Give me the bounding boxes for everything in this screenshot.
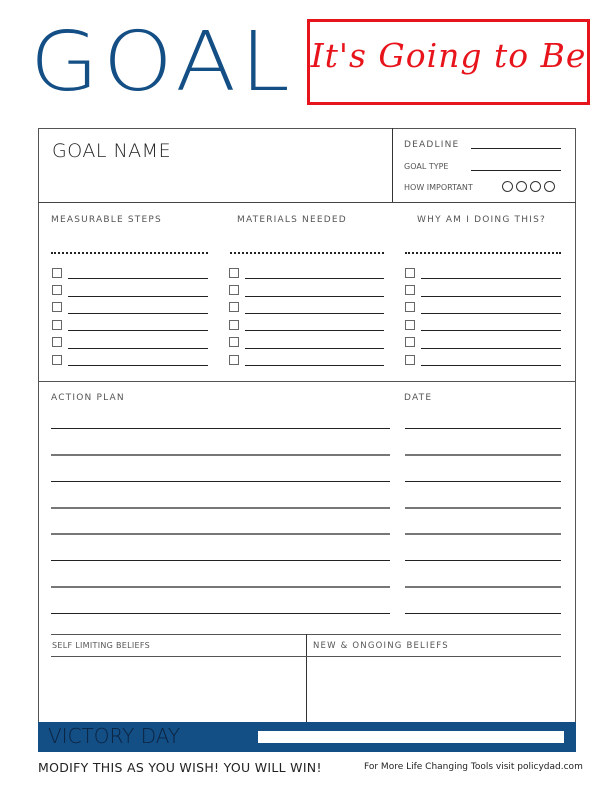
entry-line[interactable] xyxy=(245,296,384,297)
checkbox[interactable] xyxy=(229,337,239,347)
checkbox[interactable] xyxy=(405,268,415,278)
checkbox[interactable] xyxy=(52,268,62,278)
entry-line[interactable] xyxy=(421,330,561,331)
checkbox[interactable] xyxy=(229,268,239,278)
victory-day-label: VICTORY DAY xyxy=(48,724,181,748)
entry-line[interactable] xyxy=(421,365,561,366)
checkbox[interactable] xyxy=(405,337,415,347)
date-line[interactable] xyxy=(405,560,561,561)
self-limiting-beliefs-area[interactable] xyxy=(52,660,302,718)
entry-line[interactable] xyxy=(68,365,208,366)
entry-line[interactable] xyxy=(421,278,561,279)
divider xyxy=(392,128,393,203)
materials-needed-label: MATERIALS NEEDED xyxy=(237,215,347,225)
checkbox[interactable] xyxy=(229,355,239,365)
importance-circle-4[interactable] xyxy=(544,181,555,192)
importance-circle-1[interactable] xyxy=(502,181,513,192)
entry-line[interactable] xyxy=(245,330,384,331)
action-line[interactable] xyxy=(51,613,390,614)
entry-line[interactable] xyxy=(245,365,384,366)
dotted-line[interactable] xyxy=(51,252,208,254)
victory-day-bar xyxy=(38,722,576,752)
checkbox[interactable] xyxy=(405,355,415,365)
goal-type-field[interactable] xyxy=(471,170,561,171)
date-line[interactable] xyxy=(405,428,561,429)
date-line[interactable] xyxy=(405,507,561,509)
action-line[interactable] xyxy=(51,454,390,456)
entry-line[interactable] xyxy=(68,313,208,314)
tagline-box xyxy=(307,19,590,105)
importance-circle-3[interactable] xyxy=(530,181,541,192)
action-line[interactable] xyxy=(51,586,390,588)
checkbox[interactable] xyxy=(405,302,415,312)
goal-name-label: GOAL NAME xyxy=(52,140,172,162)
checkbox[interactable] xyxy=(229,320,239,330)
entry-line[interactable] xyxy=(245,348,384,349)
entry-line[interactable] xyxy=(421,313,561,314)
page-title: GOAL xyxy=(30,15,294,110)
checkbox[interactable] xyxy=(52,337,62,347)
entry-line[interactable] xyxy=(421,348,561,349)
checkbox[interactable] xyxy=(405,285,415,295)
date-line[interactable] xyxy=(405,533,561,535)
importance-circle-2[interactable] xyxy=(516,181,527,192)
why-label: WHY AM I DOING THIS? xyxy=(417,215,546,225)
date-line[interactable] xyxy=(405,481,561,482)
date-line[interactable] xyxy=(405,454,561,456)
entry-line[interactable] xyxy=(245,278,384,279)
entry-line[interactable] xyxy=(68,296,208,297)
divider xyxy=(38,202,576,203)
measurable-steps-label: MEASURABLE STEPS xyxy=(51,215,162,225)
action-plan-label: ACTION PLAN xyxy=(51,393,125,403)
footer-credit: For More Life Changing Tools visit policydad.com xyxy=(364,762,583,772)
new-ongoing-beliefs-label: NEW & ONGOING BELIEFS xyxy=(313,641,449,651)
goal-type-label: GOAL TYPE xyxy=(404,162,449,171)
importance-label: HOW IMPORTANT xyxy=(404,183,473,192)
new-ongoing-beliefs-area[interactable] xyxy=(310,660,560,718)
divider xyxy=(51,656,561,657)
victory-day-field[interactable] xyxy=(258,731,564,743)
self-limiting-beliefs-label: SELF LIMITING BELIEFS xyxy=(52,641,151,650)
action-line[interactable] xyxy=(51,560,390,561)
action-line[interactable] xyxy=(51,533,390,535)
checkbox[interactable] xyxy=(229,285,239,295)
checkbox[interactable] xyxy=(405,320,415,330)
checkbox[interactable] xyxy=(52,285,62,295)
divider xyxy=(306,634,307,722)
action-line[interactable] xyxy=(51,481,390,482)
action-line[interactable] xyxy=(51,507,390,509)
entry-line[interactable] xyxy=(68,278,208,279)
tagline-text: It's Going to Be xyxy=(310,36,587,75)
entry-line[interactable] xyxy=(421,296,561,297)
checkbox[interactable] xyxy=(52,302,62,312)
deadline-field[interactable] xyxy=(471,148,561,149)
checkbox[interactable] xyxy=(52,355,62,365)
date-label: DATE xyxy=(404,393,433,403)
date-line[interactable] xyxy=(405,613,561,614)
checkbox[interactable] xyxy=(52,320,62,330)
deadline-label: DEADLINE xyxy=(404,140,460,150)
footer-motto: MODIFY THIS AS YOU WISH! YOU WILL WIN! xyxy=(38,760,322,775)
dotted-line[interactable] xyxy=(230,252,384,254)
entry-line[interactable] xyxy=(245,313,384,314)
entry-line[interactable] xyxy=(68,348,208,349)
dotted-line[interactable] xyxy=(405,252,561,254)
checkbox[interactable] xyxy=(229,302,239,312)
divider xyxy=(38,381,576,382)
entry-line[interactable] xyxy=(68,330,208,331)
date-line[interactable] xyxy=(405,586,561,588)
action-line[interactable] xyxy=(51,428,390,429)
